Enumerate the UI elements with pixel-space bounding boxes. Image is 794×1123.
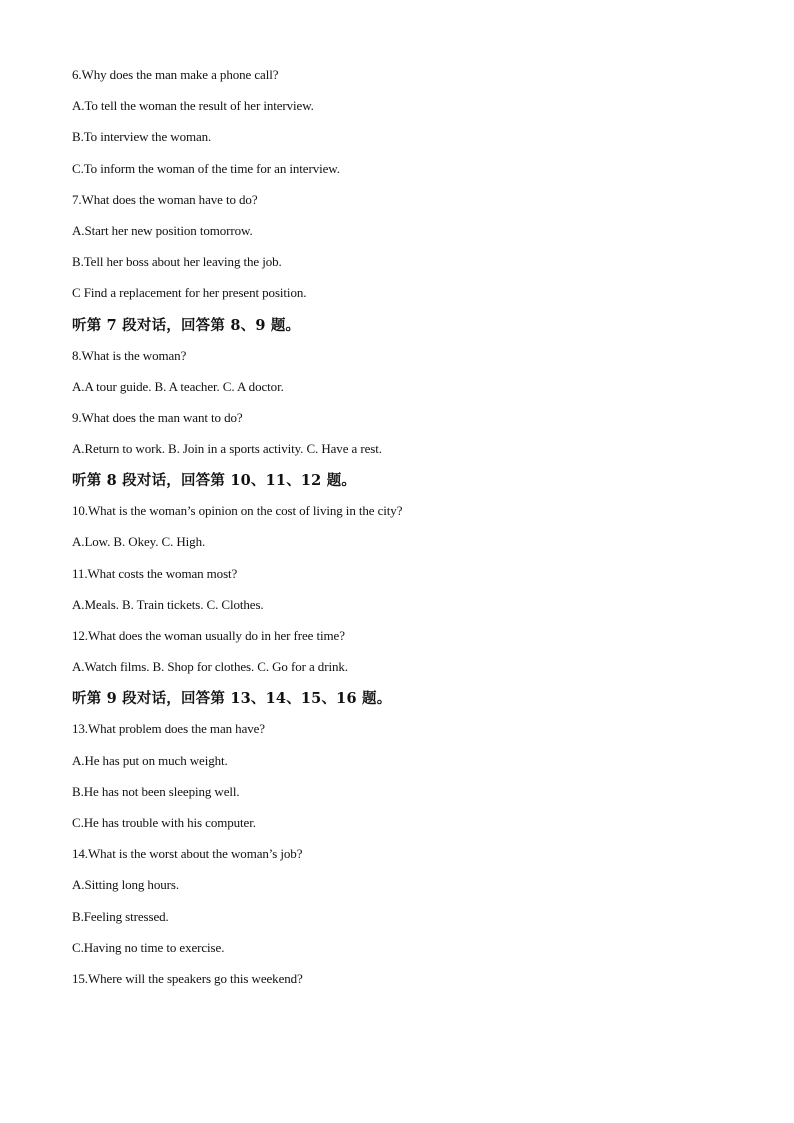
answer-option: A.To tell the woman the result of her interview. — [72, 98, 314, 114]
answer-option: C.Having no time to exercise. — [72, 939, 225, 955]
answer-options-row: A.Low. B. Okey. C. High. — [72, 534, 206, 550]
answer-option: A.He has put on much weight. — [72, 752, 228, 768]
answer-option: B.Tell her boss about her leaving the job. — [72, 254, 282, 270]
question-text: 10.What is the woman’s opinion on the cost of living in the city? — [72, 503, 403, 519]
answer-option: C.He has trouble with his computer. — [72, 814, 256, 830]
document-body — [72, 66, 722, 1001]
answer-options-row: A.Meals. B. Train tickets. C. Clothes. — [72, 596, 264, 612]
section-heading: 听第 7 段对话，回答第 8、9 题。 — [72, 316, 301, 334]
answer-option: C Find a replacement for her present position. — [72, 285, 307, 301]
section-heading: 听第 8 段对话，回答第 10、11、12 题。 — [72, 472, 357, 490]
answer-option: B.He has not been sleeping well. — [72, 783, 240, 799]
question-text: 11.What costs the woman most? — [72, 565, 238, 581]
answer-options-row: A.Watch films. B. Shop for clothes. C. Go for a drink. — [72, 659, 348, 675]
answer-option: C.To inform the woman of the time for an interview. — [72, 160, 340, 176]
answer-options-row: A.A tour guide. B. A teacher. C. A doctor. — [72, 378, 284, 394]
section-heading: 听第 9 段对话，回答第 13、14、15、16 题。 — [72, 690, 392, 708]
question-text: 12.What does the woman usually do in her free time? — [72, 628, 345, 643]
question-text: 13.What problem does the man have? — [72, 721, 265, 737]
question-text: 7.What does the woman have to do? — [72, 191, 258, 207]
question-text: 14.What is the worst about the woman’s job? — [72, 846, 303, 862]
answer-option: A.Start her new position tomorrow. — [72, 222, 253, 238]
answer-option: B.Feeling stressed. — [72, 908, 169, 924]
question-text: 6.Why does the man make a phone call? — [72, 67, 279, 82]
question-text: 9.What does the man want to do? — [72, 409, 243, 425]
question-text: 15.Where will the speakers go this weekend? — [72, 970, 303, 986]
answer-option: A.Sitting long hours. — [72, 877, 179, 893]
question-text: 8.What is the woman? — [72, 347, 187, 363]
answer-option: B.To interview the woman. — [72, 129, 212, 145]
answer-options-row: A.Return to work. B. Join in a sports activity. C. Have a rest. — [72, 441, 382, 457]
